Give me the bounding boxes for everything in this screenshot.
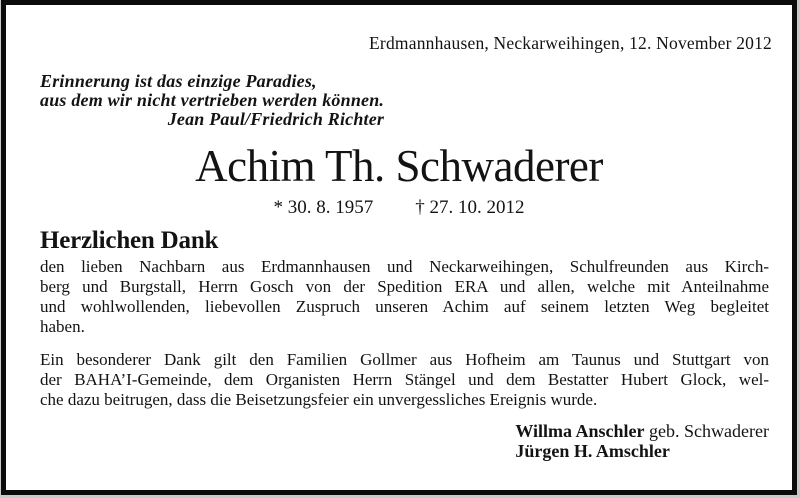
signature-maiden-name: geb. Schwaderer (649, 421, 769, 441)
dateline: Erdmannhausen, Neckarweihingen, 12. November 2012 (369, 33, 772, 53)
paragraph-line: che dazu beitrugen, dass die Beisetzungsfeier ein unvergessliches Ereignis wurde. (40, 390, 598, 409)
signature-line (515, 421, 769, 441)
death-date: † 27. 10. 2012 (415, 197, 525, 218)
signature-block (515, 421, 769, 461)
life-dates (6, 197, 792, 219)
death-notice (1, 0, 797, 495)
paragraph-line: berg und Burgstall, Herrn Gosch von der Spedition ERA und allen, welche mit Anteilnahme (40, 277, 769, 296)
thanks-heading: Herzlichen Dank (40, 227, 219, 254)
special-thanks-paragraph (40, 350, 769, 410)
quote-attribution: Jean Paul/Friedrich Richter (167, 109, 385, 129)
paragraph-line: der BAHA’I-Gemeinde, dem Organisten Herrn Stängel und dem Bestatter Hubert Glock, wel- (40, 370, 769, 389)
paragraph-line: den lieben Nachbarn aus Erdmannhausen und Neckarweihingen, Schulfreunden aus Kirch- (40, 257, 769, 276)
deceased-name: Achim Th. Schwaderer (195, 141, 603, 191)
signature-secondary: Jürgen H. Amschler (515, 441, 670, 461)
memorial-quote (40, 72, 384, 129)
paragraph-line: und wohlwollenden, liebevollen Zuspruch unseren Achim auf seinem letzten Weg begleitet (40, 297, 769, 316)
paragraph-line: haben. (40, 317, 85, 336)
signature-primary: Willma Anschler (515, 421, 645, 441)
paragraph-line: Ein besonderer Dank gilt den Familien Gollmer aus Hofheim am Taunus und Stuttgart von (40, 350, 769, 369)
quote-line: aus dem wir nicht vertrieben werden können. (40, 90, 385, 110)
thanks-paragraph (40, 257, 769, 337)
birth-date: * 30. 8. 1957 (273, 197, 374, 218)
quote-line: Erinnerung ist das einzige Paradies, (40, 71, 317, 91)
